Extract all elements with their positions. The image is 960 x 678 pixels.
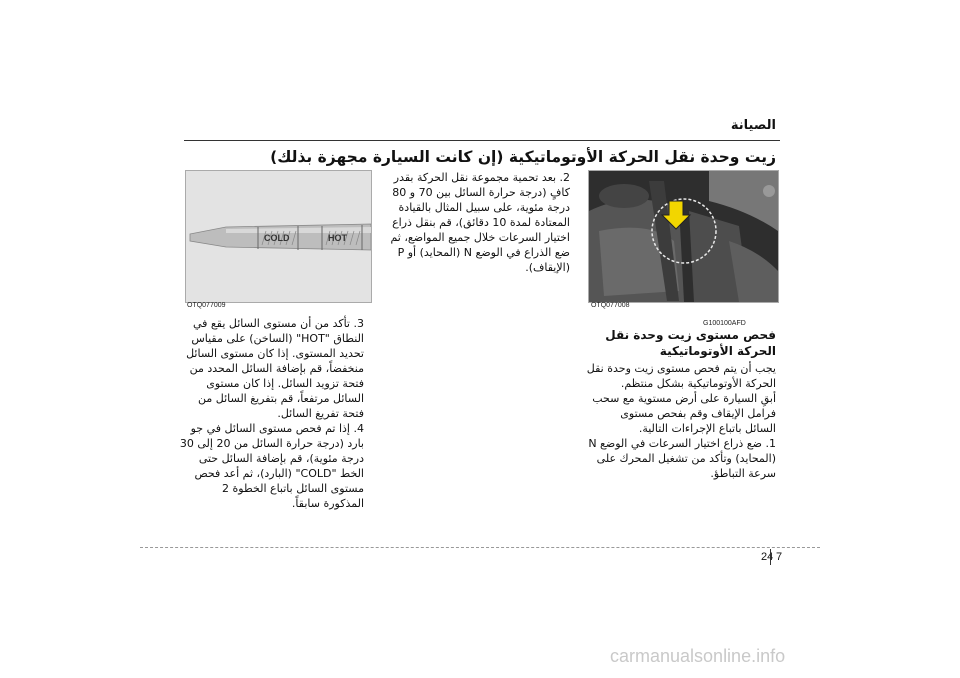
- header-divider: [184, 140, 780, 141]
- dipstick-photo-label: OTQ077009: [187, 302, 226, 309]
- page-number-separator: [770, 549, 771, 565]
- step-1: 1. ضع ذراع اختيار السرعات في الوضع N (المحايد) وتأكد من تشغيل المحرك على سرعة التباطؤ.: [588, 437, 776, 480]
- document-code: G100100AFD: [703, 320, 746, 327]
- dipstick-cold-mark: COLD: [264, 233, 290, 243]
- chapter-title: الصيانة: [730, 118, 776, 133]
- step-4: 4. إذا تم فحص مستوى السائل في جو بارد (درجة حرارة السائل من 20 إلى 30 درجة مئوية)، قم بإضافة السائل حتى الخط "COLD" (البارد)، ثم أعد فحص مستوى السائل باتباع الخطوة 2 المذكورة سابقاً.: [179, 422, 364, 510]
- engine-bay-photo: [588, 170, 779, 303]
- note-paragraph: أبقِ السيارة على أرض مستوية مع سحب فرامل الإيقاف وقم بفحص مستوى السائل باتباع الإجراءات التالية.: [592, 392, 776, 435]
- intro-paragraph: يجب أن يتم فحص مستوى زيت وحدة نقل الحركة الأوتوماتيكية بشكل منتظم.: [586, 362, 776, 390]
- right-column-text: [586, 361, 776, 481]
- step-2: 2. بعد تحمية مجموعة نقل الحركة بقدر كافٍ (درجة حرارة السائل بين 70 و 80 درجة مئوية، على سبيل المثال بالقيادة المعتادة لمدة 10 دقائق)، قم بنقل ذراع اختيار السرعات خلال جميع المواضع، ثم ضع الذراع في الوضع N (المحايد) أو P (الإيقاف).: [390, 171, 570, 274]
- dipstick-hot-mark: HOT: [328, 233, 347, 243]
- watermark: carmanualsonline.info: [610, 646, 786, 666]
- chapter-number: 7: [776, 551, 783, 563]
- engine-photo-label: OTQ077008: [591, 302, 630, 309]
- subsection-heading: فحص مستوى زيت وحدة نقل الحركة الأوتوماتيكية: [605, 328, 776, 358]
- footer-divider: [140, 547, 820, 548]
- middle-column-text: [380, 170, 570, 275]
- step-3: 3. تأكد من أن مستوى السائل يقع في النطاق "HOT" (الساخن) على مقياس تحديد المستوى. إذا كان مستوى السائل منخفضاً، قم بإضافة السائل المحدد من فتحة تزويد السائل. إذا كان مستوى السائل مرتفعاً، قم بتفريغ السائل من فتحة تفريغ السائل.: [186, 317, 364, 420]
- dipstick-illustration: [186, 171, 371, 302]
- page-number: 24: [761, 551, 774, 563]
- engine-bay-illustration: [589, 171, 778, 302]
- dipstick-photo: [185, 170, 372, 303]
- left-column-text: [179, 316, 364, 511]
- section-heading: زيت وحدة نقل الحركة الأوتوماتيكية (إن كانت السيارة مجهزة بذلك): [270, 148, 776, 166]
